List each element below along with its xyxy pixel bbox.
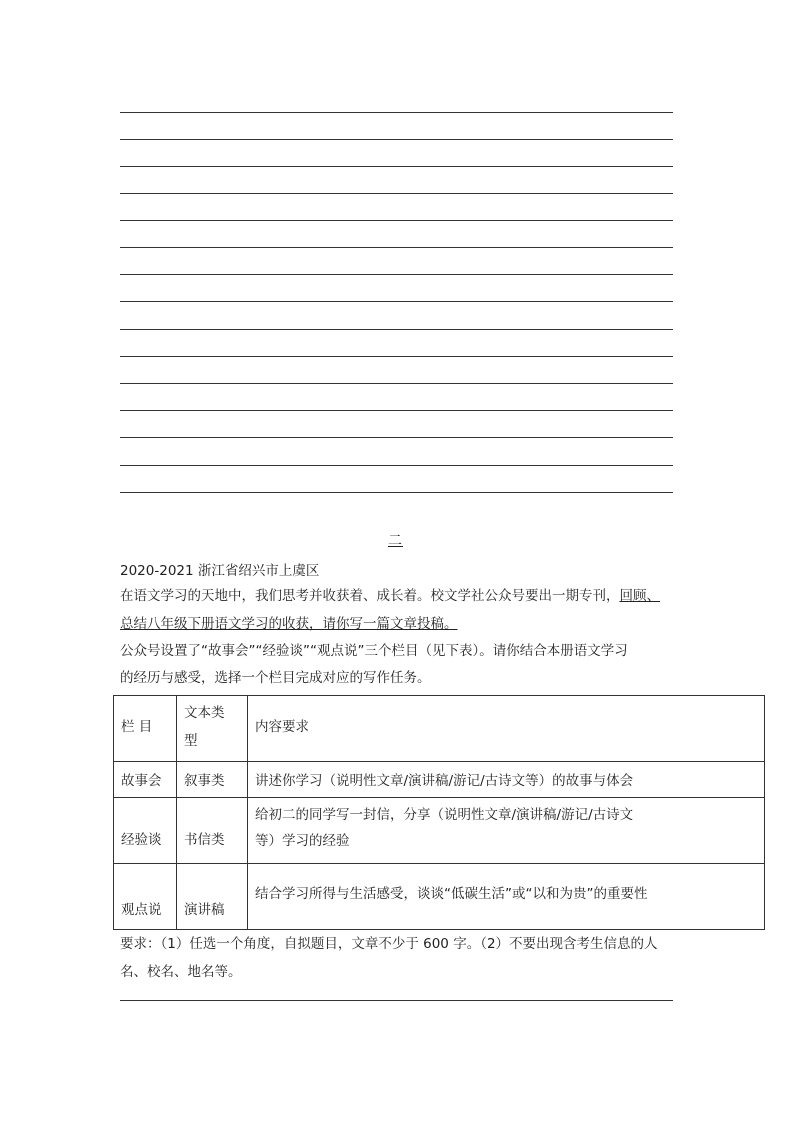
header-requirement: 内容要求 [248, 696, 765, 762]
row-requirement: 结合学习所得与生活感受，谈谈“低碳生活”或“以和为贵”的重要性 [248, 864, 765, 930]
row-type: 演讲稿 [177, 864, 248, 930]
row-requirement [248, 798, 765, 864]
writing-line [120, 301, 673, 302]
requirements-line-2: 名、校名、地名等。 [120, 964, 242, 980]
header-type-line-2: 型 [184, 733, 198, 749]
writing-line [120, 465, 673, 466]
writing-line [120, 220, 673, 221]
table-row [114, 762, 765, 798]
row-column: 故事会 [114, 762, 177, 798]
header-type-line-1: 文本类 [184, 705, 225, 721]
writing-line [120, 274, 673, 275]
prompt-line-1 [120, 582, 660, 610]
prompt-underlined-text: 回顾、 [619, 588, 660, 604]
writing-line [120, 193, 673, 194]
table-header-row [114, 696, 765, 762]
row-requirement: 讲述你学习（说明性文章/演讲稿/游记/古诗文等）的故事与体会 [248, 762, 765, 798]
writing-line [120, 356, 673, 357]
writing-line [120, 112, 673, 113]
table-row [114, 798, 765, 864]
row-requirement-line-2: 等）学习的经验 [255, 833, 350, 849]
column-table [113, 695, 765, 930]
row-type: 叙事类 [177, 762, 248, 798]
writing-line [120, 139, 673, 140]
writing-line [120, 492, 673, 493]
section-number: 二 [388, 533, 403, 549]
source-label: 2020-2021 浙江省绍兴市上虞区 [120, 563, 320, 579]
writing-lines [120, 0, 673, 500]
row-requirement-line-1: 给初二的同学写一封信，分享（说明性文章/演讲稿/游记/古诗文 [255, 807, 634, 823]
row-column: 经验谈 [114, 798, 177, 864]
header-column: 栏 目 [114, 696, 177, 762]
header-type [177, 696, 248, 762]
table-row [114, 864, 765, 930]
writing-line [120, 166, 673, 167]
prompt-line-4: 的经历与感受，选择一个栏目完成对应的写作任务。 [120, 670, 431, 686]
writing-line [120, 329, 673, 330]
prompt-line-3: 公众号设置了“故事会”“经验谈”“观点说”三个栏目（见下表）。请你结合本册语文学习 [120, 643, 628, 659]
prompt-line-2 [120, 610, 458, 638]
row-type: 书信类 [177, 798, 248, 864]
writing-line [120, 1000, 673, 1001]
prompt-text: 在语文学习的天地中，我们思考并收获着、成长着。校文学社公众号要出一期专刊， [120, 588, 620, 604]
writing-line [120, 410, 673, 411]
row-column: 观点说 [114, 864, 177, 930]
writing-line [120, 437, 673, 438]
writing-line [120, 383, 673, 384]
requirements [120, 930, 658, 986]
requirements-line-1: 要求：（1）任选一个角度，自拟题目，文章不少于 600 字。（2）不要出现含考生信息的人 [120, 936, 658, 952]
writing-line [120, 247, 673, 248]
prompt-underlined-text: 总结八年级下册语文学习的收获，请你写一篇文章投稿。 [120, 616, 458, 632]
